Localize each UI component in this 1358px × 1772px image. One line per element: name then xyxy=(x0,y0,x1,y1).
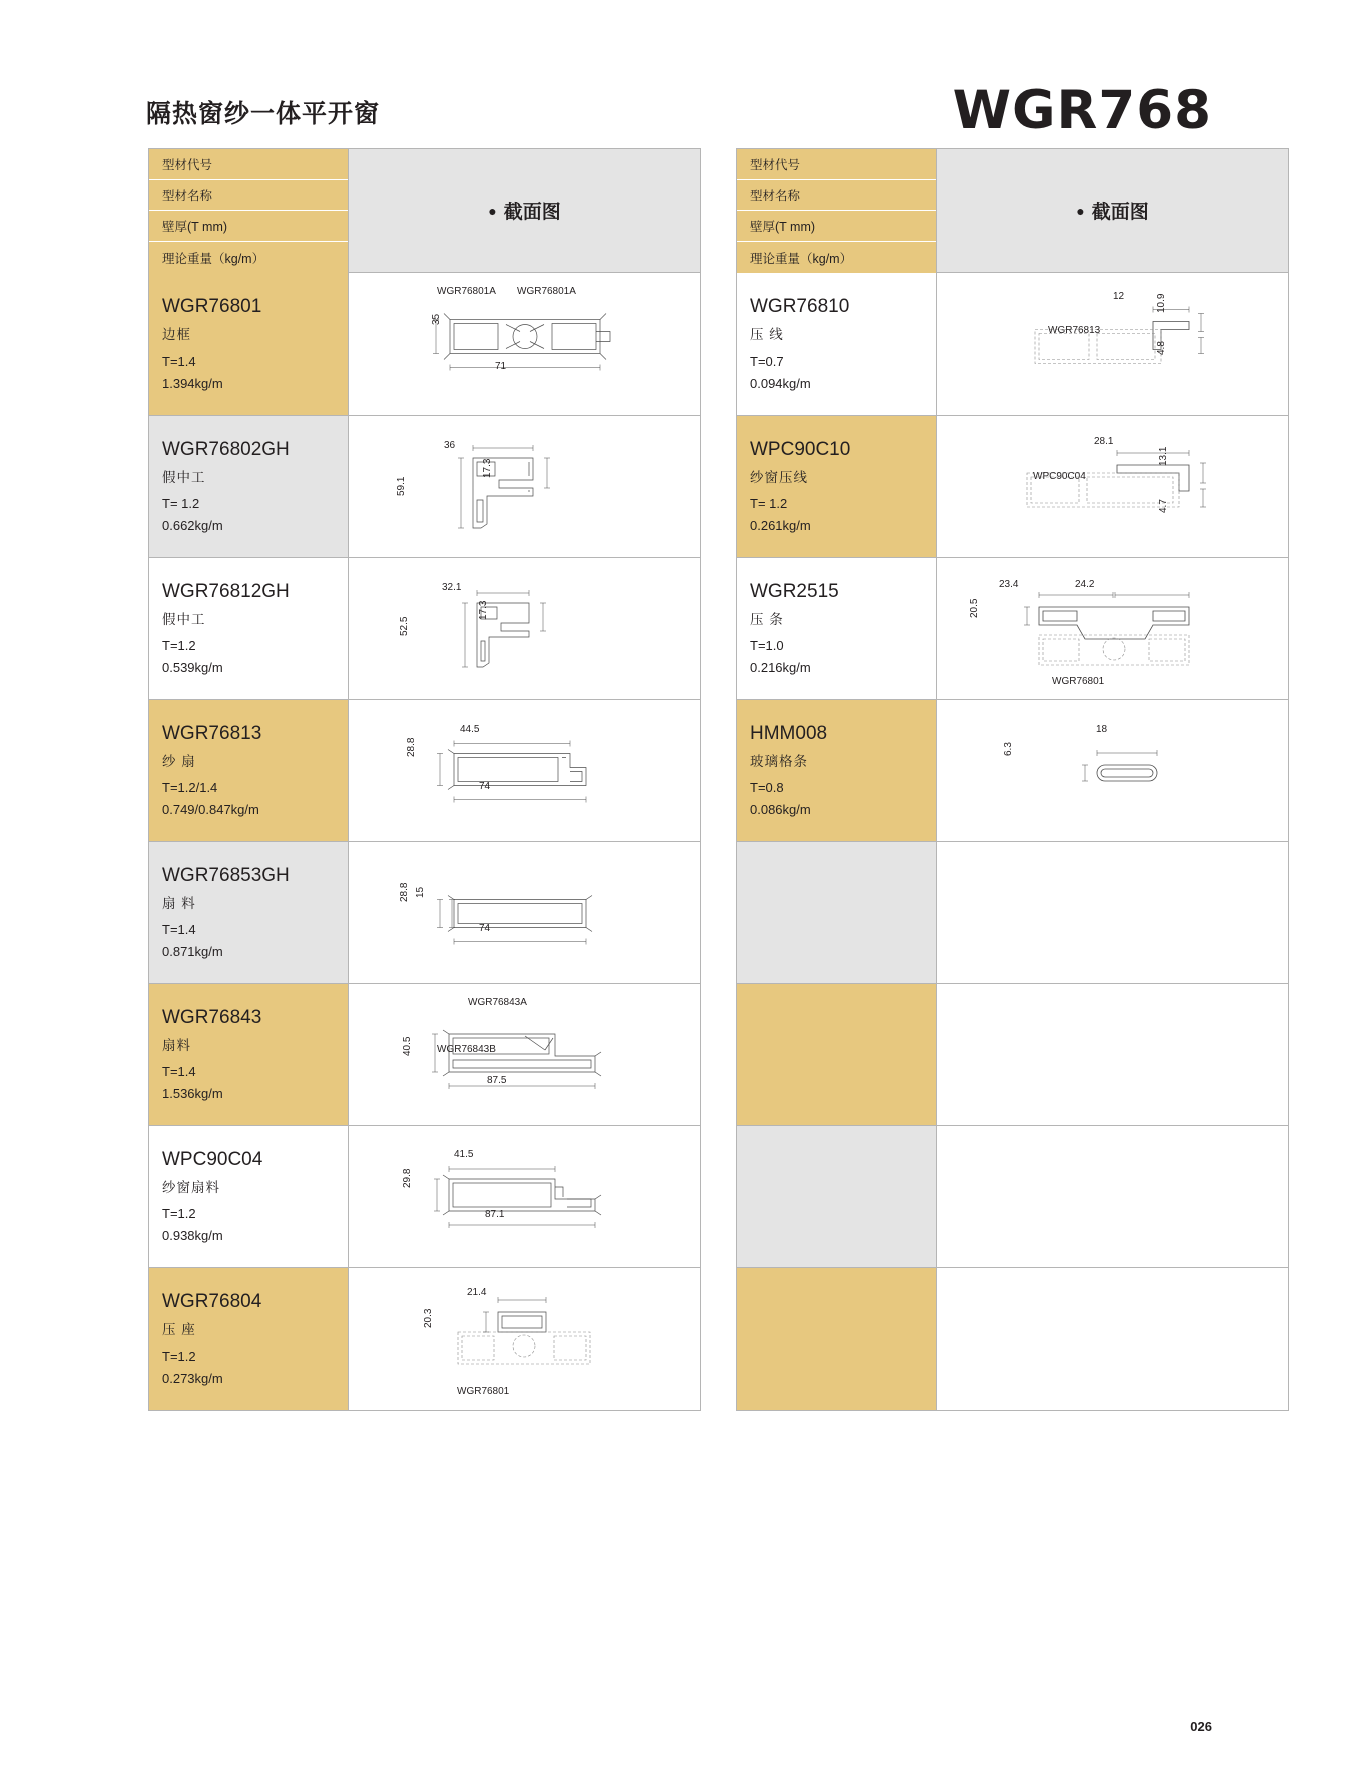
profile-drawing xyxy=(349,1268,700,1410)
profile-weight: 0.216kg/m xyxy=(750,660,811,675)
profile-info xyxy=(737,984,937,1125)
dimension-label: 10.9 xyxy=(1156,293,1167,313)
profile-drawing xyxy=(349,984,700,1125)
profile-drawing xyxy=(349,273,700,415)
profile-name: 边框 xyxy=(162,326,191,342)
dimension-label: 18 xyxy=(1096,724,1108,735)
part-note-label: WGR76801 xyxy=(457,1386,510,1397)
bullet-icon: ● xyxy=(488,202,497,219)
profile-code: WGR76812GH xyxy=(162,581,290,602)
part-note-label: WGR76813 xyxy=(1048,325,1101,336)
profile-info xyxy=(149,700,349,841)
table-header-labels xyxy=(149,149,349,272)
profile-weight: 0.086kg/m xyxy=(750,802,811,817)
profile-weight: 0.938kg/m xyxy=(162,1228,223,1243)
profile-info xyxy=(149,273,349,415)
profile-name: 压 条 xyxy=(750,611,784,627)
profile-weight: 1.394kg/m xyxy=(162,376,223,391)
header-label-code: 型材代号 xyxy=(737,149,936,180)
header-section-title xyxy=(349,149,700,272)
profile-weight: 0.273kg/m xyxy=(162,1371,223,1386)
profile-info xyxy=(149,558,349,699)
profile-code: WGR76801 xyxy=(162,296,262,317)
profile-info xyxy=(149,416,349,557)
profile-name: 压 座 xyxy=(162,1321,196,1337)
profile-name: 玻璃格条 xyxy=(750,753,808,769)
dimension-label: 32.1 xyxy=(442,582,462,593)
dimension-label: 15 xyxy=(415,886,426,898)
dimension-label: 13.1 xyxy=(1158,446,1169,466)
part-note-label: WGR76801 xyxy=(1052,676,1105,687)
profile-name: 假中工 xyxy=(162,611,206,627)
profile-thickness: T=1.4 xyxy=(162,922,196,937)
dimension-label: 29.8 xyxy=(402,1168,413,1188)
part-note-label: WGR76801A xyxy=(517,286,576,297)
table-row xyxy=(737,700,1288,842)
dimension-label: 6.3 xyxy=(1003,742,1014,756)
dimension-label: 20.3 xyxy=(423,1308,434,1328)
dimension-label: 28.8 xyxy=(406,737,417,757)
dimension-label: 28.8 xyxy=(399,882,410,902)
profile-drawing xyxy=(937,558,1288,699)
dimension-label: 41.5 xyxy=(454,1149,474,1160)
profile-info xyxy=(737,1126,937,1267)
profile-drawing xyxy=(937,416,1288,557)
profile-code: WPC90C10 xyxy=(750,439,851,460)
profile-info xyxy=(737,700,937,841)
table-row xyxy=(149,700,700,842)
part-note-label: WGR76801A xyxy=(437,286,496,297)
profile-thickness: T=1.2 xyxy=(162,1349,196,1364)
profile-table-right xyxy=(736,148,1289,1411)
profile-code: HMM008 xyxy=(750,723,828,744)
section-title-text: 截面图 xyxy=(503,202,561,223)
profile-weight: 0.749/0.847kg/m xyxy=(162,802,259,817)
dimension-label: 23.4 xyxy=(999,579,1019,590)
dimension-label: 44.5 xyxy=(460,724,480,735)
profile-drawing xyxy=(349,416,700,557)
profile-name: 扇料 xyxy=(162,1037,191,1053)
profile-code: WGR76813 xyxy=(162,723,262,744)
dimension-label: 36 xyxy=(444,440,456,451)
dimension-label: 74 xyxy=(479,781,491,792)
dimension-label: 71 xyxy=(495,361,507,372)
profile-info xyxy=(737,273,937,415)
table-row xyxy=(737,842,1288,984)
table-row xyxy=(149,416,700,558)
section-title-text: 截面图 xyxy=(1091,202,1149,223)
table-row xyxy=(149,273,700,416)
profile-info xyxy=(149,1126,349,1267)
header-label-name: 型材名称 xyxy=(149,180,348,211)
dimension-label: 20.5 xyxy=(969,598,980,618)
dimension-label: 12 xyxy=(1113,291,1125,302)
table-row xyxy=(737,273,1288,416)
profile-weight: 0.539kg/m xyxy=(162,660,223,675)
dimension-label: 17.3 xyxy=(482,458,493,478)
profile-drawing xyxy=(937,1268,1288,1410)
header-label-weight: 理论重量（kg/m） xyxy=(737,242,936,273)
profile-thickness: T=1.2/1.4 xyxy=(162,780,218,795)
profile-drawing xyxy=(937,984,1288,1125)
page-number: 026 xyxy=(1190,1719,1212,1734)
profile-info xyxy=(737,416,937,557)
part-note-label: WPC90C04 xyxy=(1033,471,1086,482)
profile-thickness: T= 1.2 xyxy=(750,496,788,511)
table-row xyxy=(737,1126,1288,1268)
header-label-thickness: 壁厚(T mm) xyxy=(149,211,348,242)
profile-info xyxy=(737,558,937,699)
profile-info xyxy=(149,842,349,983)
profile-drawing xyxy=(349,1126,700,1267)
dimension-label: 74 xyxy=(479,923,491,934)
profile-code: WGR2515 xyxy=(750,581,839,602)
table-row xyxy=(149,558,700,700)
profile-drawing xyxy=(349,558,700,699)
page-title: 隔热窗纱一体平开窗 xyxy=(146,100,381,128)
profile-drawing xyxy=(937,700,1288,841)
part-note-label: WGR76843A xyxy=(468,997,527,1008)
header-section-title xyxy=(937,149,1288,272)
header-label-weight: 理论重量（kg/m） xyxy=(149,242,348,273)
profile-name: 纱 扇 xyxy=(162,753,196,769)
profile-info xyxy=(149,1268,349,1410)
profile-drawing xyxy=(937,1126,1288,1267)
profile-thickness: T=1.2 xyxy=(162,1206,196,1221)
profile-thickness: T=1.0 xyxy=(750,638,784,653)
profile-thickness: T=1.4 xyxy=(162,1064,196,1079)
table-row xyxy=(149,842,700,984)
profile-thickness: T=0.8 xyxy=(750,780,784,795)
profile-name: 压 线 xyxy=(750,326,784,342)
table-header-left xyxy=(149,149,700,273)
profile-weight: 1.536kg/m xyxy=(162,1086,223,1101)
dimension-label: 35 xyxy=(431,313,442,325)
profile-weight: 0.261kg/m xyxy=(750,518,811,533)
dimension-label: 17.3 xyxy=(478,600,489,620)
profile-name: 纱窗压线 xyxy=(750,469,808,485)
profile-thickness: T=1.2 xyxy=(162,638,196,653)
profile-name: 纱窗扇料 xyxy=(162,1179,220,1195)
header-label-thickness: 壁厚(T mm) xyxy=(737,211,936,242)
page-header xyxy=(0,42,1358,141)
header-label-code: 型材代号 xyxy=(149,149,348,180)
profile-weight: 0.662kg/m xyxy=(162,518,223,533)
table-header-right xyxy=(737,149,1288,273)
table-row xyxy=(149,984,700,1126)
header-label-name: 型材名称 xyxy=(737,180,936,211)
profile-weight: 0.094kg/m xyxy=(750,376,811,391)
dimension-label: 28.1 xyxy=(1094,436,1114,447)
profile-drawing xyxy=(349,700,700,841)
profile-name: 假中工 xyxy=(162,469,206,485)
profile-name: 扇 料 xyxy=(162,895,196,911)
profile-thickness: T=1.4 xyxy=(162,354,196,369)
dimension-label: 21.4 xyxy=(467,1287,487,1298)
profile-thickness: T=0.7 xyxy=(750,354,784,369)
table-row xyxy=(149,1126,700,1268)
dimension-label: 59.1 xyxy=(396,476,407,496)
dimension-label: 24.2 xyxy=(1075,579,1095,590)
table-row xyxy=(737,558,1288,700)
profile-code: WGR76853GH xyxy=(162,865,290,886)
table-row xyxy=(737,984,1288,1126)
dimension-label: 87.5 xyxy=(487,1075,507,1086)
dimension-label: 52.5 xyxy=(399,616,410,636)
profile-code: WGR76804 xyxy=(162,1291,262,1312)
profile-code: WGR76802GH xyxy=(162,439,290,460)
profile-drawing xyxy=(349,842,700,983)
profile-info xyxy=(149,984,349,1125)
bullet-icon: ● xyxy=(1076,202,1085,219)
series-code: WGR768 xyxy=(952,80,1212,141)
dimension-label: 87.1 xyxy=(485,1209,505,1220)
table-row xyxy=(737,1268,1288,1410)
profile-drawing xyxy=(937,842,1288,983)
part-note-label: WGR76843B xyxy=(437,1044,496,1055)
dimension-label: 4.8 xyxy=(1156,341,1167,355)
profile-code: WPC90C04 xyxy=(162,1149,263,1170)
table-row xyxy=(737,416,1288,558)
table-row xyxy=(149,1268,700,1410)
profile-thickness: T= 1.2 xyxy=(162,496,200,511)
profile-table-left xyxy=(148,148,701,1411)
profile-drawing xyxy=(937,273,1288,415)
profile-info xyxy=(737,1268,937,1410)
profile-info xyxy=(737,842,937,983)
dimension-label: 4.7 xyxy=(1158,499,1169,513)
dimension-label: 40.5 xyxy=(402,1036,413,1056)
table-header-labels xyxy=(737,149,937,272)
profile-code: WGR76843 xyxy=(162,1007,262,1028)
profile-code: WGR76810 xyxy=(750,296,850,317)
profile-weight: 0.871kg/m xyxy=(162,944,223,959)
